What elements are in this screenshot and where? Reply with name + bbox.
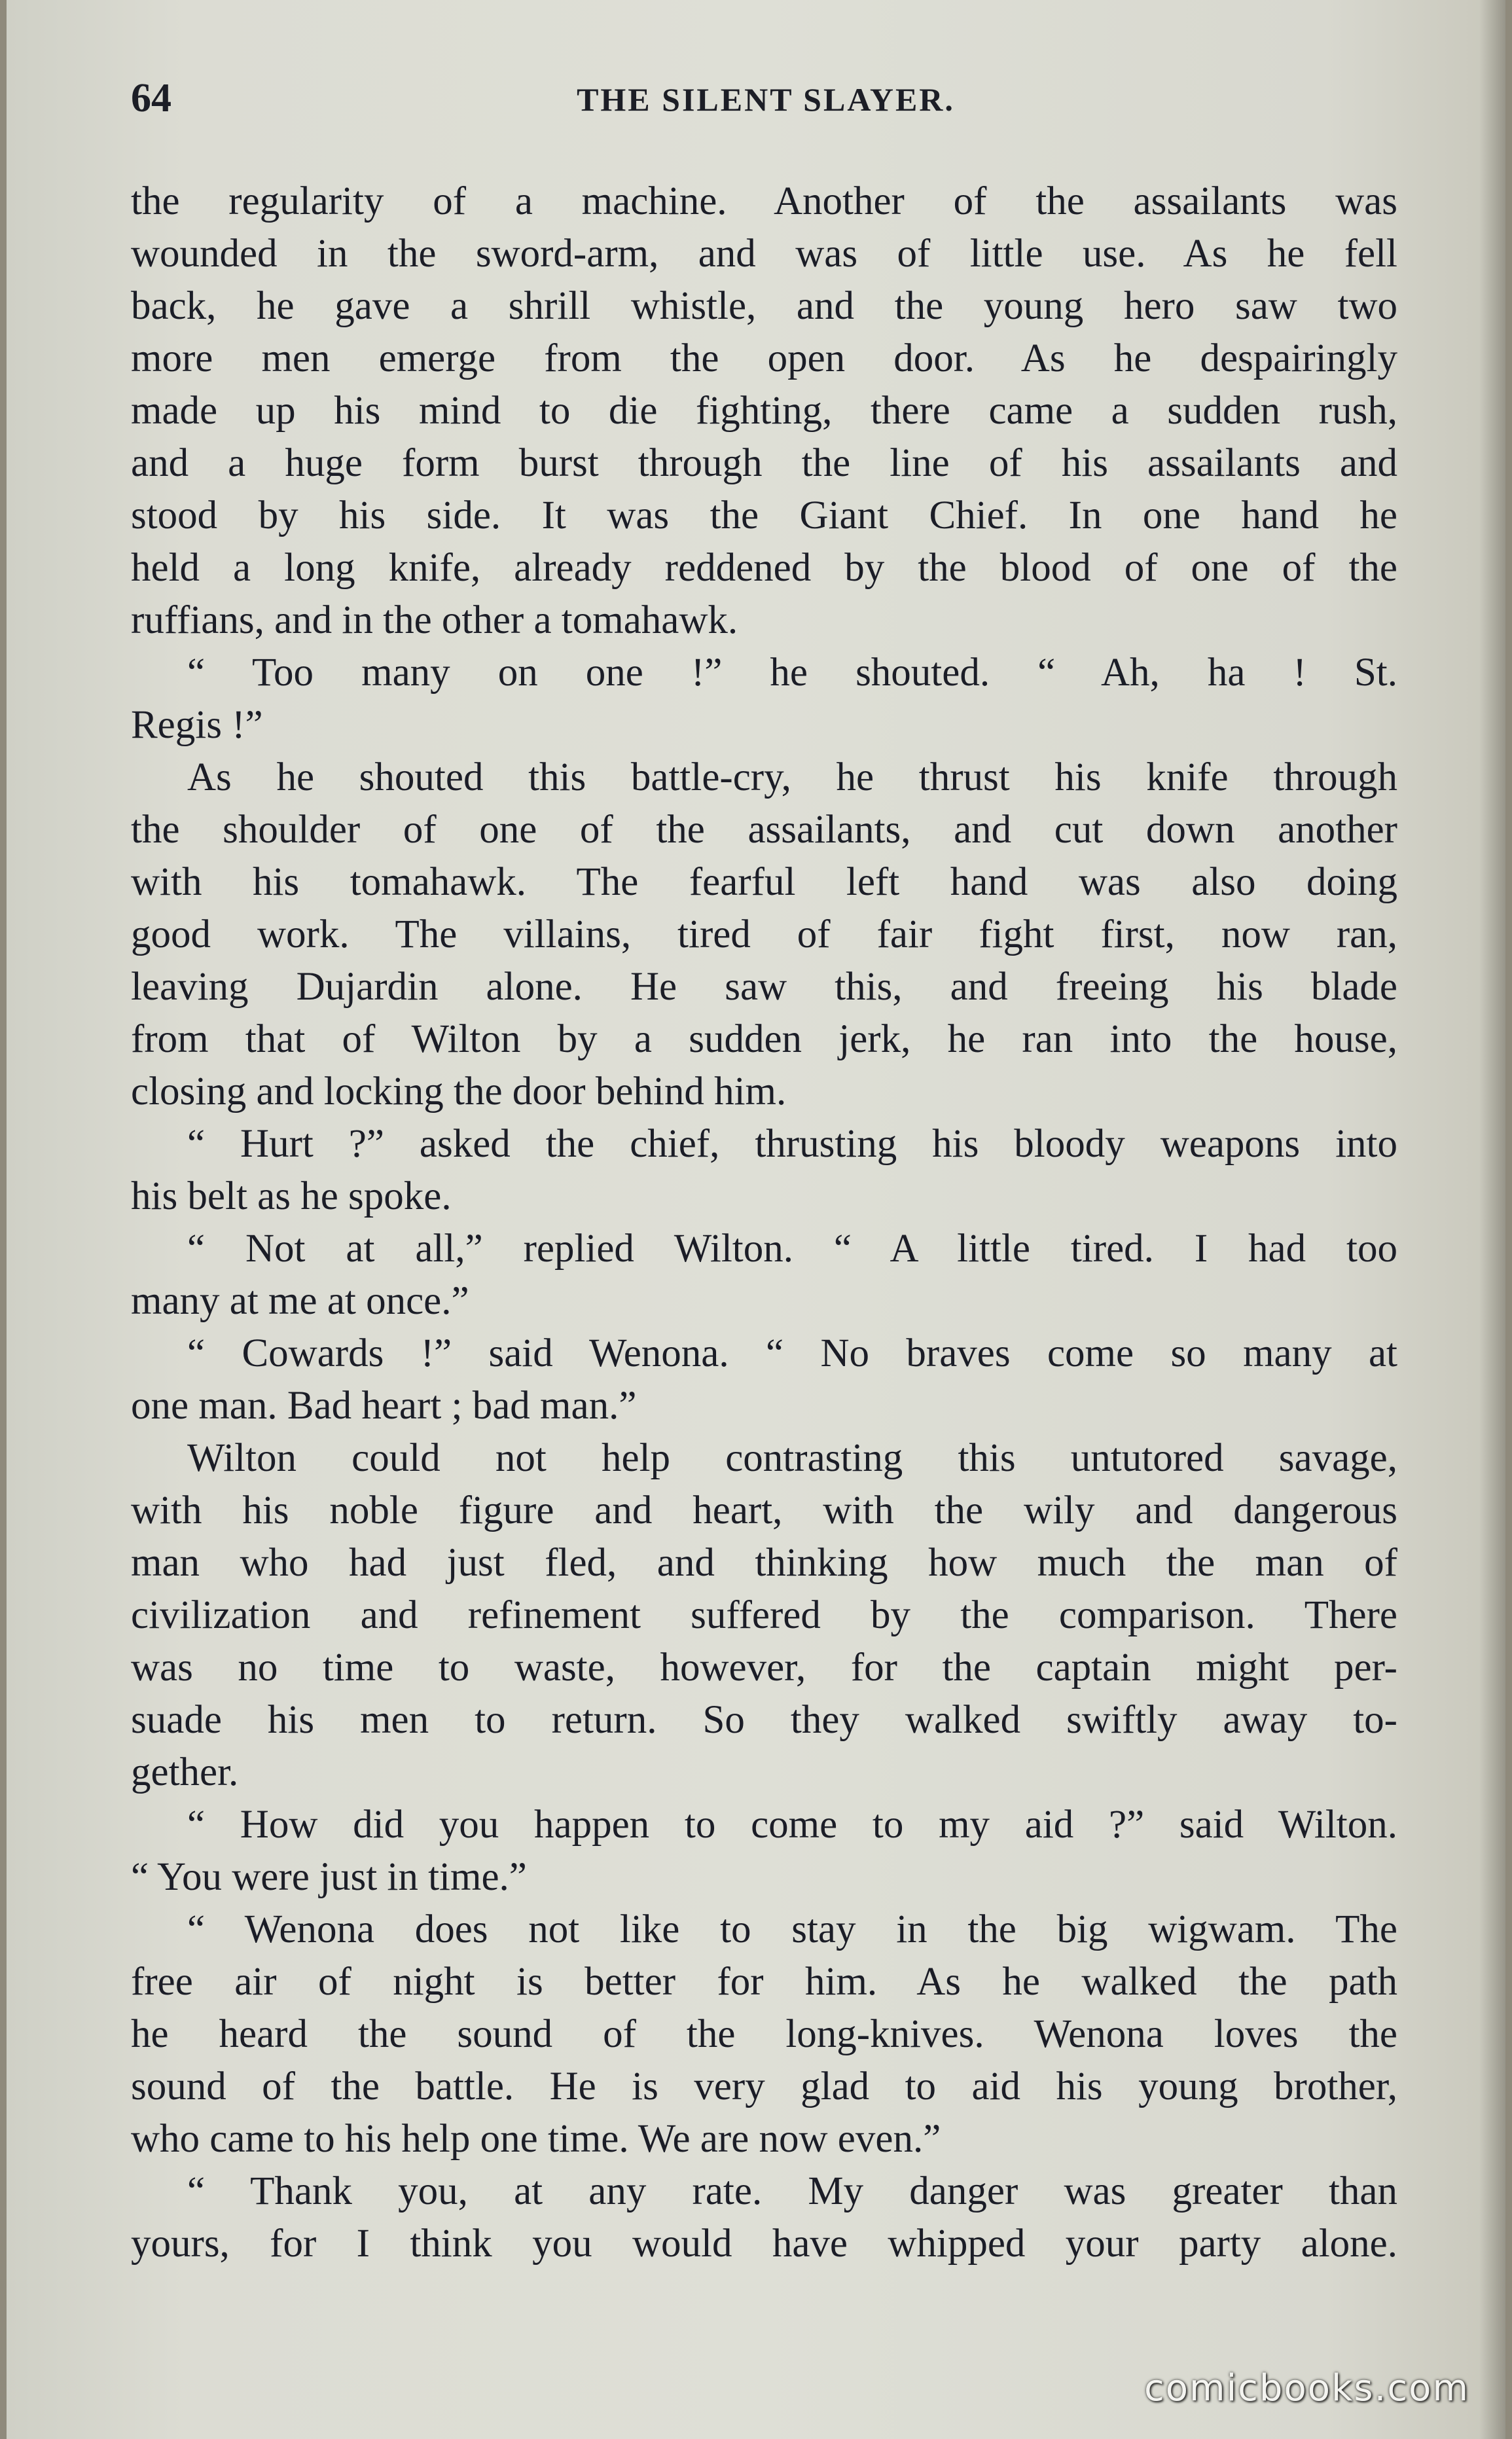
text-line: “ Wenona does not like to stay in the big wigwam. The	[187, 1907, 1397, 1951]
text-line: the regularity of a machine. Another of the assailants was	[131, 179, 1397, 223]
body-text	[131, 175, 1397, 2270]
page-edge-shadow	[1479, 0, 1505, 2439]
text-line: Wilton could not help contrasting this untutored savage,	[187, 1436, 1397, 1480]
text-line: “ Not at all,” replied Wilton. “ A little tired. I had too	[187, 1227, 1397, 1271]
text-line: his belt as he spoke.	[131, 1174, 452, 1218]
text-line: “ You were just in time.”	[131, 1855, 527, 1899]
text-line: was no time to waste, however, for the captain might per-	[131, 1646, 1397, 1689]
text-line: who came to his help one time. We are now even.”	[131, 2117, 941, 2161]
text-line: closing and locking the door behind him.	[131, 1070, 787, 1113]
text-line: back, he gave a shrill whistle, and the young hero saw two	[131, 284, 1397, 328]
text-line: stood by his side. It was the Giant Chief. In one hand he	[131, 494, 1397, 537]
text-line: made up his mind to die fighting, there came a sudden rush,	[131, 389, 1397, 433]
site-watermark: comicbooks.com	[1143, 2367, 1469, 2410]
page-number: 64	[131, 76, 171, 120]
text-line: wounded in the sword-arm, and was of little use. As he fell	[131, 232, 1397, 276]
text-line: yours, for I think you would have whipped your party alone.	[131, 2222, 1397, 2266]
text-line: with his tomahawk. The fearful left hand was also doing	[131, 860, 1397, 904]
text-line: suade his men to return. So they walked swiftly away to-	[131, 1698, 1397, 1742]
text-line: gether.	[131, 1750, 239, 1794]
text-line: sound of the battle. He is very glad to aid his young brother,	[131, 2065, 1397, 2108]
text-line: one man. Bad heart ; bad man.”	[131, 1384, 637, 1428]
book-page	[7, 0, 1505, 2439]
text-line: “ Cowards !” said Wenona. “ No braves come so many at	[187, 1331, 1397, 1375]
text-line: leaving Dujardin alone. He saw this, and freeing his blade	[131, 965, 1397, 1009]
text-line: many at me at once.”	[131, 1279, 469, 1323]
text-line: “ How did you happen to come to my aid ?” said Wilton.	[187, 1803, 1397, 1847]
text-line: and a huge form burst through the line of his assailants and	[131, 441, 1397, 485]
text-line: “ Too many on one !” he shouted. “ Ah, ha ! St.	[187, 651, 1397, 695]
text-line: ruffians, and in the other a tomahawk.	[131, 598, 738, 642]
text-line: man who had just fled, and thinking how much the man of	[131, 1541, 1397, 1585]
text-line: good work. The villains, tired of fair fight first, now ran,	[131, 912, 1397, 956]
text-line: “ Hurt ?” asked the chief, thrusting his bloody weapons into	[187, 1122, 1397, 1166]
text-line: more men emerge from the open door. As he despairingly	[131, 336, 1397, 380]
text-line: “ Thank you, at any rate. My danger was greater than	[187, 2169, 1397, 2213]
page-header	[131, 75, 1401, 128]
text-line: held a long knife, already reddened by the blood of one of the	[131, 546, 1397, 590]
text-line: Regis !”	[131, 703, 263, 747]
text-line: he heard the sound of the long-knives. Wenona loves the	[131, 2012, 1397, 2056]
running-title: THE SILENT SLAYER.	[577, 81, 955, 118]
text-line: civilization and refinement suffered by the comparison. There	[131, 1593, 1397, 1637]
text-line: from that of Wilton by a sudden jerk, he ran into the house,	[131, 1017, 1397, 1061]
text-line: the shoulder of one of the assailants, and cut down another	[131, 808, 1397, 852]
text-line: As he shouted this battle-cry, he thrust his knife through	[187, 755, 1397, 799]
text-line: with his noble figure and heart, with the wily and dangerous	[131, 1489, 1397, 1532]
text-line: free air of night is better for him. As he walked the path	[131, 1960, 1397, 2004]
